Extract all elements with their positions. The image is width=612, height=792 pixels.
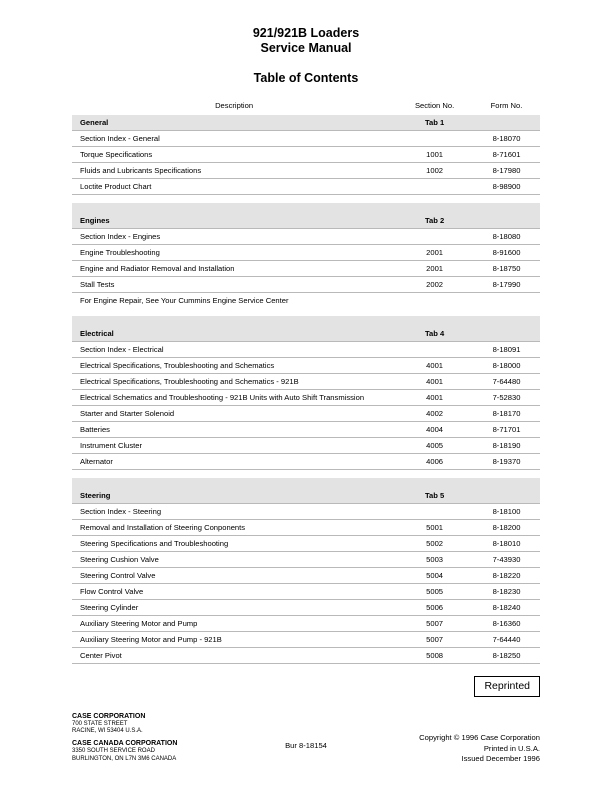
row-section xyxy=(396,179,473,195)
table-row xyxy=(72,504,540,520)
row-form: 8-18000 xyxy=(473,358,540,374)
issued-line: Issued December 1996 xyxy=(461,754,540,763)
section-group-header xyxy=(72,213,540,229)
footer-copyright-block xyxy=(419,733,540,765)
row-description: Steering Control Valve xyxy=(72,568,396,584)
row-form: 8-18070 xyxy=(473,131,540,147)
row-description: Instrument Cluster xyxy=(72,438,396,454)
row-form: 8-18170 xyxy=(473,406,540,422)
table-row xyxy=(72,358,540,374)
column-header-description: Description xyxy=(215,100,254,110)
group-label: General xyxy=(72,115,396,131)
row-form: 8-18091 xyxy=(473,342,540,358)
row-description: Auxiliary Steering Motor and Pump xyxy=(72,616,396,632)
table-row xyxy=(72,163,540,179)
table-row xyxy=(72,584,540,600)
company-address-us-1: 700 STATE STREET xyxy=(72,721,128,727)
row-description: Electrical Schematics and Troubleshooting - 921B Units with Auto Shift Transmission xyxy=(72,390,396,406)
footer-company-block xyxy=(72,712,177,763)
table-header-row xyxy=(72,98,540,115)
row-section xyxy=(396,131,473,147)
table-row xyxy=(72,648,540,664)
row-description: Steering Specifications and Troubleshooting xyxy=(72,536,396,552)
group-label: Electrical xyxy=(72,326,396,342)
row-form xyxy=(473,293,540,309)
section-group-header xyxy=(72,488,540,504)
table-row xyxy=(72,406,540,422)
group-label: Steering xyxy=(72,488,396,504)
table-row xyxy=(72,342,540,358)
row-description: For Engine Repair, See Your Cummins Engine Service Center xyxy=(80,296,289,305)
row-description: Alternator xyxy=(72,454,396,470)
row-form: 8-71701 xyxy=(473,422,540,438)
row-form: 8-17980 xyxy=(473,163,540,179)
row-form: 7-64440 xyxy=(473,632,540,648)
toc-heading: Table of Contents xyxy=(253,71,359,85)
row-form: 8-18240 xyxy=(473,600,540,616)
row-section xyxy=(396,293,473,309)
group-form xyxy=(473,115,540,131)
row-section: 5003 xyxy=(396,552,473,568)
group-tab: Tab 4 xyxy=(396,326,473,342)
table-row xyxy=(72,568,540,584)
row-section: 5005 xyxy=(396,584,473,600)
table-row xyxy=(72,179,540,195)
table-row xyxy=(72,520,540,536)
column-header-form: Form No. xyxy=(490,100,523,110)
printed-line: Printed in U.S.A. xyxy=(483,743,540,753)
row-form: 8-18200 xyxy=(473,520,540,536)
row-form: 7-52830 xyxy=(473,390,540,406)
row-description: Batteries xyxy=(72,422,396,438)
company-address-us-2: RACINE, WI 53404 U.S.A. xyxy=(72,728,143,735)
table-row xyxy=(72,600,540,616)
table-row-note xyxy=(72,293,540,309)
group-tab: Tab 5 xyxy=(396,488,473,504)
row-description: Section Index - Steering xyxy=(72,504,396,520)
reprinted-stamp: Reprinted xyxy=(474,676,540,697)
table-of-contents xyxy=(72,98,540,664)
section-group-header xyxy=(72,326,540,342)
row-section: 4001 xyxy=(396,374,473,390)
group-tab: Tab 2 xyxy=(396,213,473,229)
form-number: Bur 8-18154 xyxy=(285,741,327,750)
row-form: 8-19370 xyxy=(473,454,540,470)
row-form: 7-64480 xyxy=(473,374,540,390)
row-section: 1001 xyxy=(396,147,473,163)
row-form: 8-18220 xyxy=(473,568,540,584)
group-form xyxy=(473,213,540,229)
row-description: Electrical Specifications, Troubleshooting and Schematics - 921B xyxy=(72,374,396,390)
section-group-header xyxy=(72,115,540,131)
row-section: 4001 xyxy=(396,358,473,374)
document-title: 921/921B Loaders xyxy=(252,26,360,40)
row-description: Loctite Product Chart xyxy=(72,179,396,195)
row-form: 8-71601 xyxy=(473,147,540,163)
row-gap xyxy=(72,308,540,316)
row-section: 5008 xyxy=(396,648,473,664)
row-section: 2001 xyxy=(396,245,473,261)
company-address-ca-1: 3350 SOUTH SERVICE ROAD xyxy=(72,748,155,755)
row-form: 8-17990 xyxy=(473,277,540,293)
row-section: 1002 xyxy=(396,163,473,179)
table-row xyxy=(72,454,540,470)
copyright-line: Copyright © 1996 Case Corporation xyxy=(419,733,540,742)
group-label: Engines xyxy=(72,213,396,229)
table-row xyxy=(72,438,540,454)
document-subtitle: Service Manual xyxy=(260,41,352,55)
row-form: 8-18190 xyxy=(473,438,540,454)
row-section: 2002 xyxy=(396,277,473,293)
row-description: Fluids and Lubricants Specifications xyxy=(72,163,396,179)
row-description: Flow Control Valve xyxy=(72,584,396,600)
row-description: Starter and Starter Solenoid xyxy=(72,406,396,422)
row-section: 5006 xyxy=(396,600,473,616)
row-section xyxy=(396,229,473,245)
row-description: Auxiliary Steering Motor and Pump - 921B xyxy=(72,632,396,648)
row-description: Torque Specifications xyxy=(72,147,396,163)
row-section: 4005 xyxy=(396,438,473,454)
row-section: 4006 xyxy=(396,454,473,470)
row-section: 4004 xyxy=(396,422,473,438)
row-section: 5007 xyxy=(396,616,473,632)
row-section: 5002 xyxy=(396,536,473,552)
row-form: 8-18750 xyxy=(473,261,540,277)
table-row xyxy=(72,261,540,277)
title-block xyxy=(0,0,612,86)
table-row xyxy=(72,147,540,163)
row-section: 4001 xyxy=(396,390,473,406)
group-spacer xyxy=(72,478,540,488)
group-tab: Tab 1 xyxy=(396,115,473,131)
group-spacer xyxy=(72,203,540,213)
table-row xyxy=(72,616,540,632)
table-row xyxy=(72,536,540,552)
table-row xyxy=(72,422,540,438)
row-section: 5007 xyxy=(396,632,473,648)
row-form: 8-16360 xyxy=(473,616,540,632)
row-form: 8-18230 xyxy=(473,584,540,600)
table-row xyxy=(72,632,540,648)
row-description: Electrical Specifications, Troubleshooting and Schematics xyxy=(72,358,396,374)
row-description: Section Index - Engines xyxy=(72,229,396,245)
group-spacer xyxy=(72,316,540,326)
row-description: Engine Troubleshooting xyxy=(72,245,396,261)
company-name-us: CASE CORPORATION xyxy=(72,713,146,720)
row-section: 2001 xyxy=(396,261,473,277)
row-gap xyxy=(72,195,540,204)
table-row xyxy=(72,245,540,261)
row-form: 8-18100 xyxy=(473,504,540,520)
row-description: Section Index - General xyxy=(72,131,396,147)
row-description: Stall Tests xyxy=(72,277,396,293)
row-form: 8-98900 xyxy=(473,179,540,195)
table-row xyxy=(72,390,540,406)
company-name-canada: CASE CANADA CORPORATION xyxy=(72,740,178,748)
row-section: 4002 xyxy=(396,406,473,422)
row-description: Engine and Radiator Removal and Installation xyxy=(72,261,396,277)
row-form: 8-91600 xyxy=(473,245,540,261)
row-gap xyxy=(72,470,540,479)
table-row xyxy=(72,131,540,147)
table-row xyxy=(72,552,540,568)
row-section: 5004 xyxy=(396,568,473,584)
column-header-section: Section No. xyxy=(414,100,455,110)
row-form: 7-43930 xyxy=(473,552,540,568)
table-row xyxy=(72,374,540,390)
row-section xyxy=(396,342,473,358)
group-form xyxy=(473,488,540,504)
company-address-ca-2: BURLINGTON, ON L7N 3M6 CANADA xyxy=(72,755,177,762)
table-row xyxy=(72,277,540,293)
row-section xyxy=(396,504,473,520)
row-section: 5001 xyxy=(396,520,473,536)
row-form: 8-18250 xyxy=(473,648,540,664)
row-description: Removal and Installation of Steering Conponents xyxy=(72,520,396,536)
group-form xyxy=(473,326,540,342)
row-description: Steering Cylinder xyxy=(72,600,396,616)
row-description: Steering Cushion Valve xyxy=(72,552,396,568)
row-form: 8-18010 xyxy=(473,536,540,552)
row-form: 8-18080 xyxy=(473,229,540,245)
table-row xyxy=(72,229,540,245)
row-description: Section Index - Electrical xyxy=(72,342,396,358)
row-description: Center Pivot xyxy=(72,648,396,664)
